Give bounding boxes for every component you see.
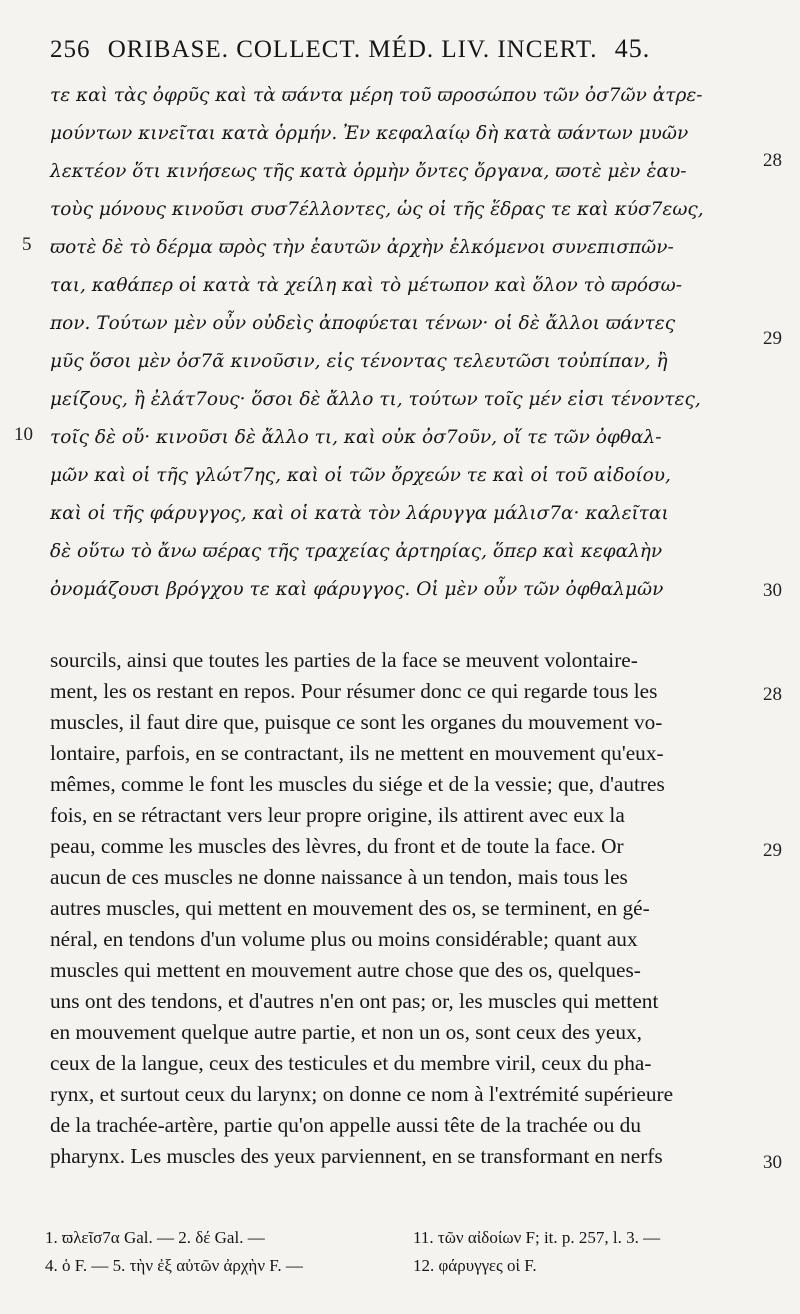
- french-line: peau, comme les muscles des lèvres, du front et de toute la face. Or: [50, 834, 624, 858]
- greek-line: μείζους, ἢ ἐλάτ7ους· ὅσοι δὲ ἄλλο τι, τούτων τοῖς μέν εἰσι τένοντες,: [50, 389, 701, 410]
- greek-line: ὀνομάζουσι βρόγχου τε καὶ φάρυγγος. Οἱ μὲν οὖν τῶν ὀφθαλμῶν: [50, 579, 664, 600]
- footnote-line: 11. τῶν αἰδοίων F; it. p. 257, l. 3. —: [413, 1228, 661, 1247]
- french-line: ceux de la langue, ceux des testicules et du membre viril, ceux du pha-: [50, 1051, 652, 1075]
- french-line: néral, en tendons d'un volume plus ou moins considérable; quant aux: [50, 927, 638, 951]
- running-header: [50, 34, 750, 64]
- french-line: autres muscles, qui mettent en mouvement des os, se terminent, en gé-: [50, 896, 650, 920]
- greek-line: ϖοτὲ δὲ τὸ δέρμα ϖρὸς τὴν ἑαυτῶν ἀρχὴν ἑλκόμενοι συνεπισπῶν-: [50, 237, 674, 258]
- chapter-number: 45.: [614, 34, 651, 63]
- greek-line: τοὺς μόνους κινοῦσι συσ7έλλοντες, ὡς οἱ τῆς ἕδρας τε καὶ κύσ7εως,: [50, 199, 704, 220]
- french-line: muscles qui mettent en mouvement autre chose que des os, quelques-: [50, 958, 641, 982]
- french-line: rynx, et surtout ceux du larynx; on donne ce nom à l'extrémité supérieure: [50, 1082, 674, 1106]
- french-line: en mouvement quelque autre partie, et non un os, sont ceux des yeux,: [50, 1020, 643, 1044]
- margin-ref: 28: [763, 684, 782, 705]
- margin-ref: 28: [763, 150, 782, 171]
- line-number: 5: [22, 234, 32, 255]
- footnote-line: 1. ϖλεῖσ7α Gal. — 2. δέ Gal. —: [45, 1228, 265, 1247]
- margin-ref: 30: [763, 580, 782, 601]
- french-line: lontaire, parfois, en se contractant, ils ne mettent en mouvement qu'eux-: [50, 741, 664, 765]
- margin-ref: 29: [763, 328, 782, 349]
- french-line: sourcils, ainsi que toutes les parties de la face se meuvent volontaire-: [50, 648, 638, 672]
- greek-line: ται, καθάπερ οἱ κατὰ τὰ χείλη καὶ τὸ μέτωπον καὶ ὅλον τὸ ϖρόσω-: [50, 275, 682, 296]
- greek-line: δὲ οὕτω τὸ ἄνω ϖέρας τῆς τραχείας ἀρτηρίας, ὅπερ καὶ κεφαλὴν: [50, 541, 663, 562]
- margin-ref: 30: [763, 1152, 782, 1173]
- greek-line: μούντων κινεῖται κατὰ ὁρμήν. Ἐν κεφαλαίῳ δὴ κατὰ ϖάντων μυῶν: [50, 123, 689, 144]
- footnote-line: 4. ὁ F. — 5. τὴν ἐξ αὐτῶν ἀρχὴν F. —: [45, 1256, 303, 1275]
- margin-ref: 29: [763, 840, 782, 861]
- greek-line: μῶν καὶ οἱ τῆς γλώτ7ης, καὶ οἱ τῶν ὄρχεών τε καὶ οἱ τοῦ αἰδοίου,: [50, 465, 671, 486]
- running-title: ORIBASE. COLLECT. MÉD. LIV. INCERT.: [107, 36, 598, 63]
- french-line: ment, les os restant en repos. Pour résumer donc ce qui regarde tous les: [50, 679, 658, 703]
- french-line: de la trachée-artère, partie qu'on appelle aussi tête de la trachée ou du: [50, 1113, 641, 1137]
- greek-line: τοῖς δὲ οὔ· κινοῦσι δὲ ἄλλο τι, καὶ οὐκ ὀσ7οῦν, οἵ τε τῶν ὀφθαλ-: [50, 427, 662, 448]
- greek-line: πον. Τούτων μὲν οὖν οὐδεὶς ἀποφύεται τένων· οἱ δὲ ἄλλοι ϖάντες: [50, 313, 676, 334]
- greek-line: μῦς ὅσοι μὲν ὀσ7ᾶ κινοῦσιν, εἰς τένοντας τελευτῶσι τοὐπίπαν, ἢ: [50, 351, 668, 372]
- greek-line: καὶ οἱ τῆς φάρυγγος, καὶ οἱ κατὰ τὸν λάρυγγα μάλισ7α· καλεῖται: [50, 503, 669, 524]
- greek-line: λεκτέον ὅτι κινήσεως τῆς κατὰ ὁρμὴν ὄντες ὄργανα, ϖοτὲ μὲν ἑαυ-: [50, 161, 687, 182]
- line-number: 10: [14, 424, 33, 445]
- french-line: aucun de ces muscles ne donne naissance à un tendon, mais tous les: [50, 865, 628, 889]
- greek-line: τε καὶ τὰς ὀφρῦς καὶ τὰ ϖάντα μέρη τοῦ ϖροσώπου τῶν ὀσ7ῶν ἀτρε-: [50, 85, 703, 106]
- french-line: muscles, il faut dire que, puisque ce sont les organes du mouvement vo-: [50, 710, 663, 734]
- french-line: fois, en se rétractant vers leur propre origine, ils attirent avec eux la: [50, 803, 625, 827]
- footnote-line: 12. φάρυγγες οἱ F.: [413, 1256, 537, 1275]
- page-number: 256: [50, 36, 91, 63]
- french-line: pharynx. Les muscles des yeux parviennent, en se transformant en nerfs: [50, 1144, 663, 1168]
- french-line: uns ont des tendons, et d'autres n'en ont pas; or, les muscles qui mettent: [50, 989, 659, 1013]
- french-line: mêmes, comme le font les muscles du siége et de la vessie; que, d'autres: [50, 772, 665, 796]
